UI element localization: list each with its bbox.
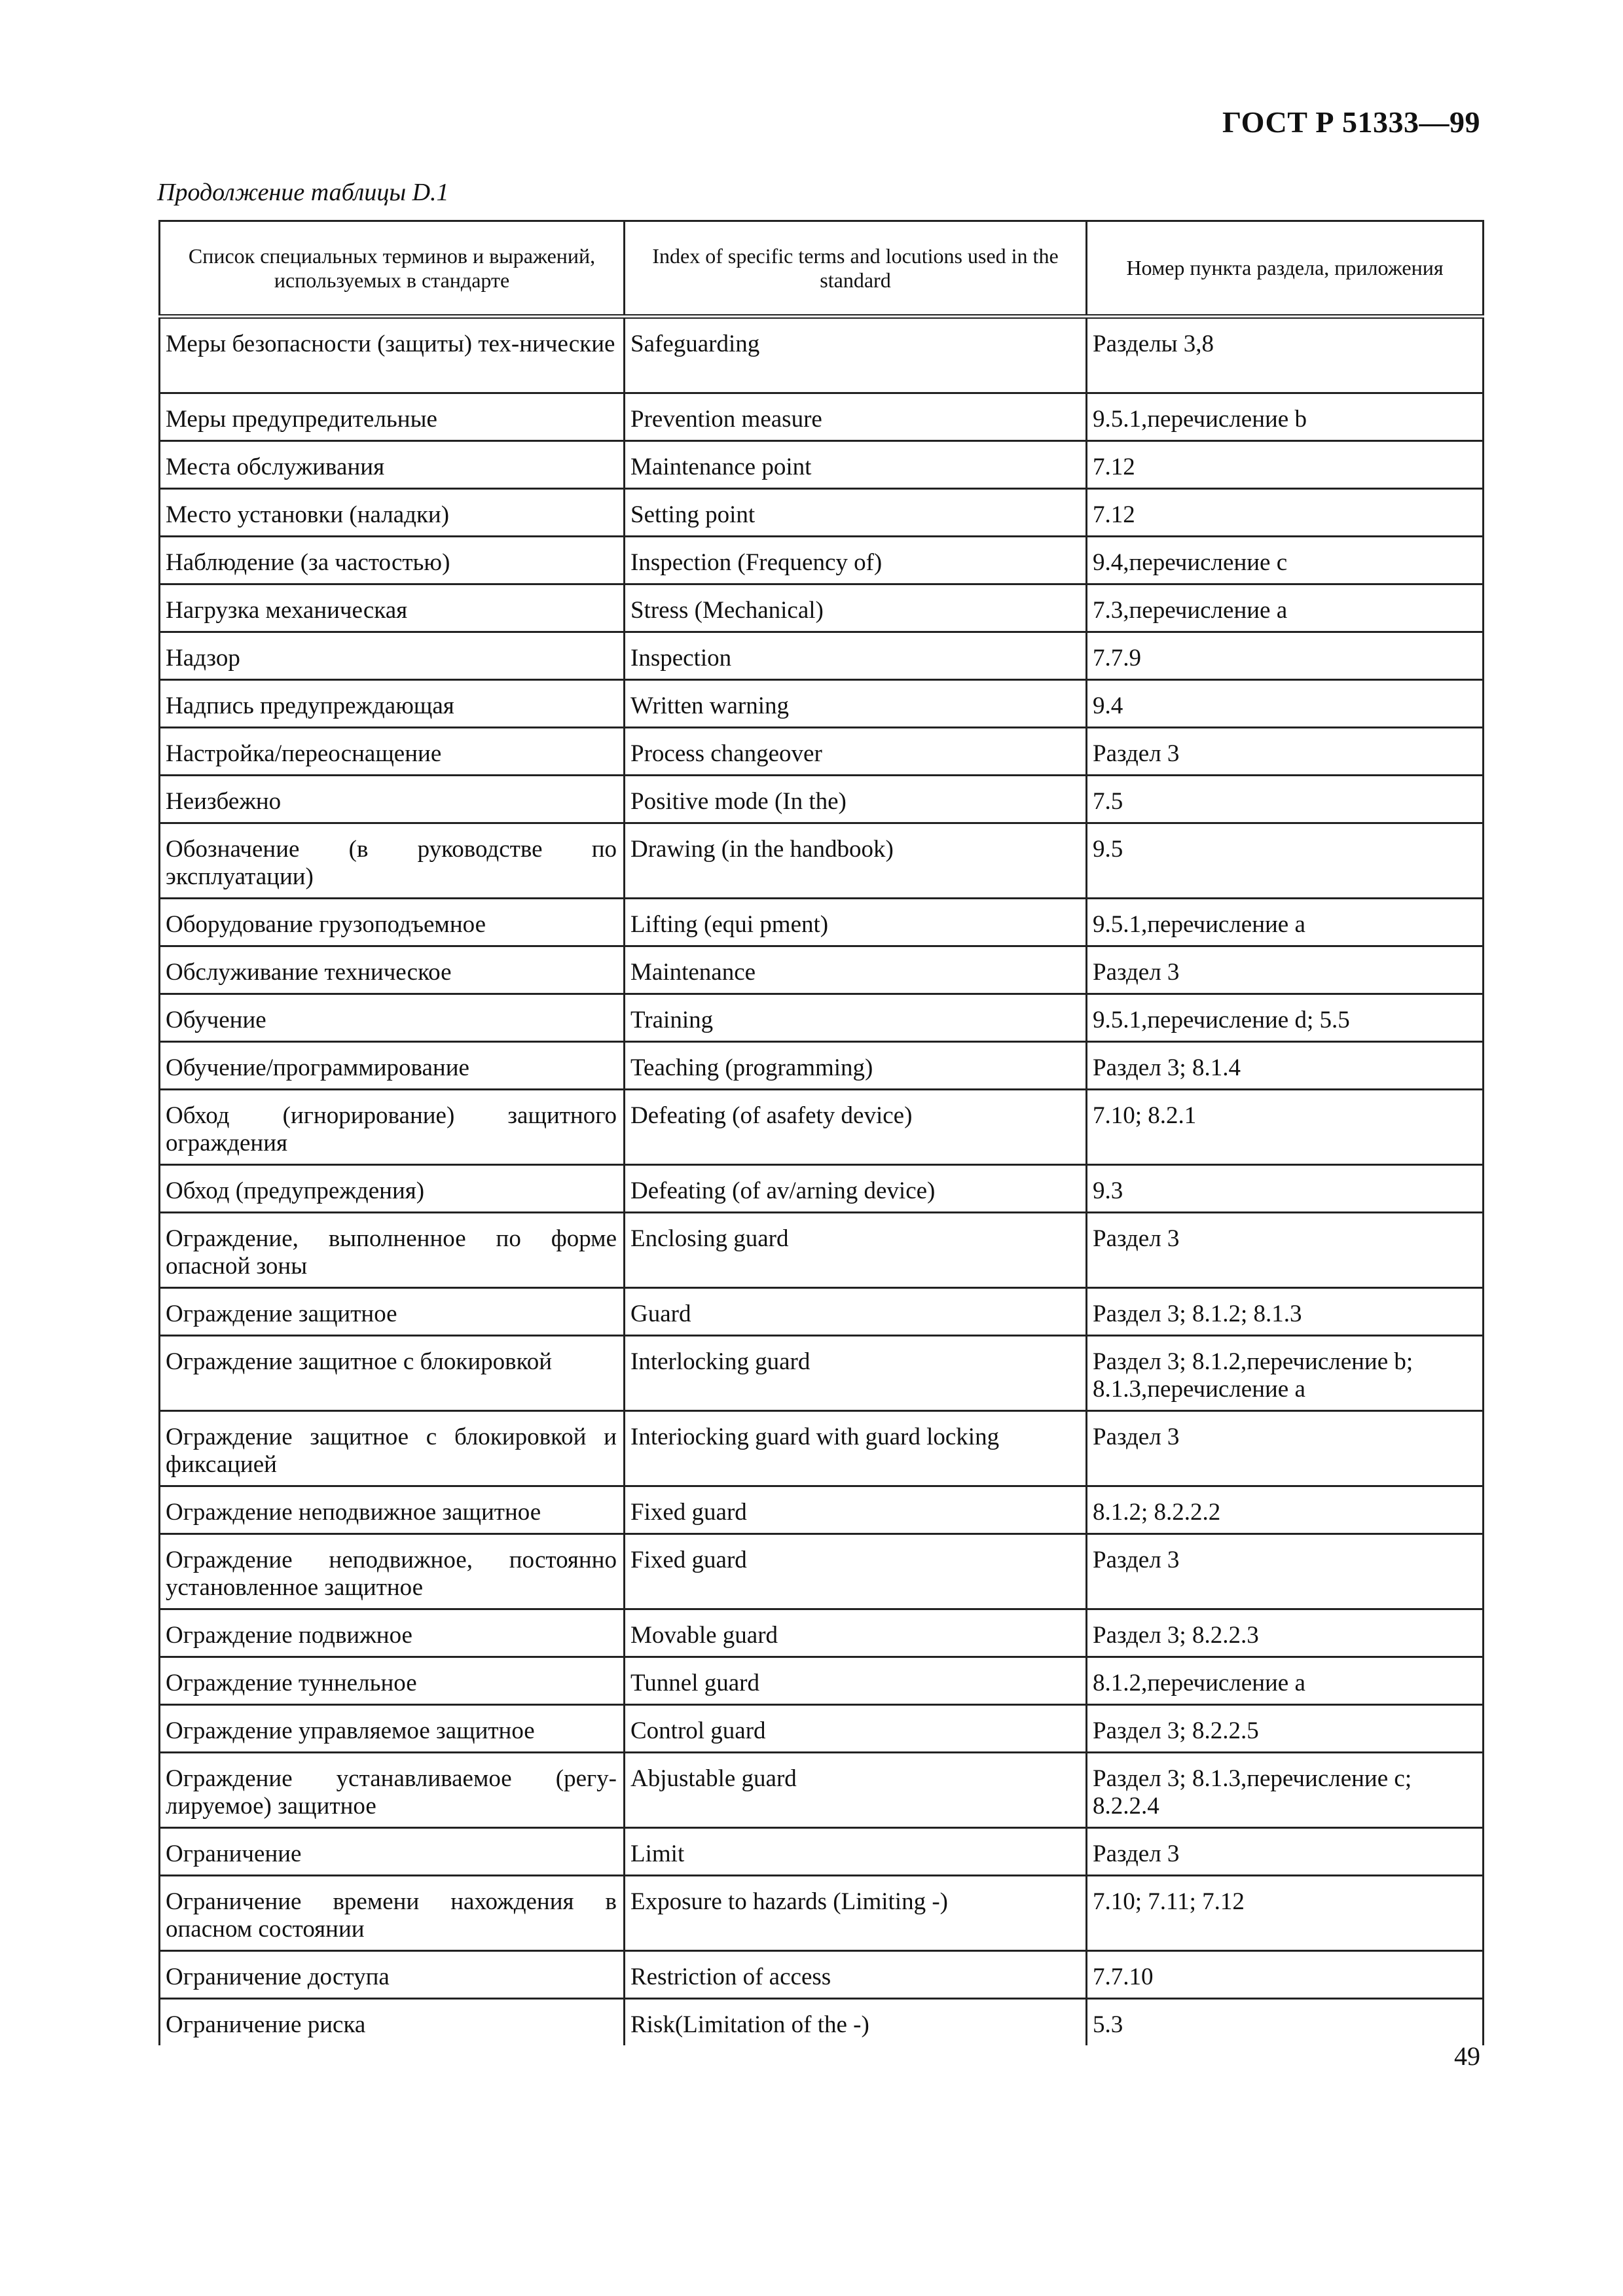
term-en-cell: Enclosing guard <box>625 1213 1087 1288</box>
term-ru-cell: Меры предупредительные <box>160 393 625 441</box>
term-en-cell: Process changeover <box>625 728 1087 776</box>
term-en-cell: Guard <box>625 1288 1087 1336</box>
terms-table <box>158 220 1484 2045</box>
term-en-cell: Limit <box>625 1828 1087 1876</box>
clause-ref-cell: Раздел 3 <box>1087 946 1484 994</box>
table-row <box>160 1090 1484 1165</box>
term-en-cell: Interiocking guard with guard locking <box>625 1411 1087 1486</box>
clause-ref-cell: 9.5.1,перечисление b <box>1087 393 1484 441</box>
clause-ref-cell: 7.10; 8.2.1 <box>1087 1090 1484 1165</box>
term-en-cell: Fixed guard <box>625 1534 1087 1609</box>
term-ru-cell: Ограничение времени нахождения в опасном состоянии <box>160 1876 625 1951</box>
term-ru-cell: Меры безопасности (защиты) тех-нические <box>160 317 625 393</box>
table-row <box>160 1336 1484 1411</box>
term-en-cell: Prevention measure <box>625 393 1087 441</box>
term-en-cell: Inspection <box>625 632 1087 680</box>
clause-ref-cell: 7.3,перечисление а <box>1087 584 1484 632</box>
page-number: 49 <box>1454 2041 1480 2071</box>
term-ru-cell: Обход (игнорирование) защитного ограждения <box>160 1090 625 1165</box>
table-row <box>160 946 1484 994</box>
clause-ref-cell: Раздел 3 <box>1087 728 1484 776</box>
term-en-cell: Inspection (Frequency of) <box>625 537 1087 584</box>
term-ru-cell: Ограждение неподвижное защитное <box>160 1486 625 1534</box>
table-row <box>160 632 1484 680</box>
term-ru-cell: Нагрузка механическая <box>160 584 625 632</box>
clause-ref-cell: 9.5 <box>1087 823 1484 899</box>
table-row <box>160 1753 1484 1828</box>
term-ru-cell: Ограждение устанавливаемое (регу-лируемое) защитное <box>160 1753 625 1828</box>
table-row <box>160 393 1484 441</box>
term-ru-cell: Обозначение (в руководстве по эксплуатации) <box>160 823 625 899</box>
term-en-cell: Setting point <box>625 489 1087 537</box>
table-row <box>160 1951 1484 1999</box>
term-ru-cell: Обслуживание техническое <box>160 946 625 994</box>
term-ru-cell: Обучение/программирование <box>160 1042 625 1090</box>
table-caption: Продолжение таблицы D.1 <box>157 179 449 206</box>
term-ru-cell: Обучение <box>160 994 625 1042</box>
clause-ref-cell: 5.3 <box>1087 1999 1484 2046</box>
column-header-ru: Список специальных терминов и выражений, используемых в стандарте <box>160 221 625 317</box>
clause-ref-cell: Раздел 3; 8.2.2.3 <box>1087 1609 1484 1657</box>
clause-ref-cell: Раздел 3; 8.2.2.5 <box>1087 1705 1484 1753</box>
column-header-en: Index of specific terms and locutions used in the standard <box>625 221 1087 317</box>
term-ru-cell: Ограждение защитное <box>160 1288 625 1336</box>
table-row <box>160 317 1484 393</box>
clause-ref-cell: 8.1.2; 8.2.2.2 <box>1087 1486 1484 1534</box>
table-row <box>160 728 1484 776</box>
clause-ref-cell: Раздел 3; 8.1.2; 8.1.3 <box>1087 1288 1484 1336</box>
clause-ref-cell: Раздел 3; 8.1.2,перечисление b; 8.1.3,перечисление a <box>1087 1336 1484 1411</box>
term-ru-cell: Ограждение управляемое защитное <box>160 1705 625 1753</box>
clause-ref-cell: Раздел 3 <box>1087 1411 1484 1486</box>
table-row <box>160 1486 1484 1534</box>
term-en-cell: Defeating (of av/arning device) <box>625 1165 1087 1213</box>
table-row <box>160 899 1484 946</box>
term-en-cell: Drawing (in the handbook) <box>625 823 1087 899</box>
term-ru-cell: Наблюдение (за частостью) <box>160 537 625 584</box>
term-en-cell: Positive mode (In the) <box>625 776 1087 823</box>
clause-ref-cell: 7.7.10 <box>1087 1951 1484 1999</box>
table-row <box>160 1042 1484 1090</box>
clause-ref-cell: Разделы 3,8 <box>1087 317 1484 393</box>
term-en-cell: Interlocking guard <box>625 1336 1087 1411</box>
clause-ref-cell: 9.5.1,перечисление d; 5.5 <box>1087 994 1484 1042</box>
table-body <box>160 317 1484 2046</box>
term-ru-cell: Ограничение риска <box>160 1999 625 2046</box>
column-header-ref: Номер пункта раздела, приложения <box>1087 221 1484 317</box>
term-en-cell: Maintenance point <box>625 441 1087 489</box>
term-en-cell: Teaching (programming) <box>625 1042 1087 1090</box>
term-ru-cell: Обход (предупреждения) <box>160 1165 625 1213</box>
term-ru-cell: Ограждение туннельное <box>160 1657 625 1705</box>
table-row <box>160 823 1484 899</box>
term-en-cell: Control guard <box>625 1705 1087 1753</box>
term-ru-cell: Надзор <box>160 632 625 680</box>
table-row <box>160 1876 1484 1951</box>
term-ru-cell: Надпись предупреждающая <box>160 680 625 728</box>
clause-ref-cell: 9.3 <box>1087 1165 1484 1213</box>
term-en-cell: Written warning <box>625 680 1087 728</box>
term-en-cell: Training <box>625 994 1087 1042</box>
term-en-cell: Abjustable guard <box>625 1753 1087 1828</box>
table-row <box>160 1165 1484 1213</box>
term-ru-cell: Ограждение защитное с блокировкой и фиксацией <box>160 1411 625 1486</box>
table-row <box>160 1705 1484 1753</box>
term-ru-cell: Место установки (наладки) <box>160 489 625 537</box>
term-en-cell: Fixed guard <box>625 1486 1087 1534</box>
table-row <box>160 1213 1484 1288</box>
clause-ref-cell: 9.4 <box>1087 680 1484 728</box>
clause-ref-cell: Раздел 3; 8.1.4 <box>1087 1042 1484 1090</box>
clause-ref-cell: 8.1.2,перечисление a <box>1087 1657 1484 1705</box>
clause-ref-cell: 7.5 <box>1087 776 1484 823</box>
table-row <box>160 1999 1484 2046</box>
clause-ref-cell: Раздел 3 <box>1087 1213 1484 1288</box>
term-ru-cell: Ограничение доступа <box>160 1951 625 1999</box>
table-row <box>160 680 1484 728</box>
term-ru-cell: Ограждение неподвижное, постоянно установленное защитное <box>160 1534 625 1609</box>
table-row <box>160 489 1484 537</box>
term-ru-cell: Ограждение, выполненное по форме опасной зоны <box>160 1213 625 1288</box>
table-row <box>160 441 1484 489</box>
term-en-cell: Lifting (equi pment) <box>625 899 1087 946</box>
table-row <box>160 1411 1484 1486</box>
table-row <box>160 776 1484 823</box>
term-en-cell: Risk(Limitation of the -) <box>625 1999 1087 2046</box>
table-row <box>160 537 1484 584</box>
table-row <box>160 994 1484 1042</box>
term-ru-cell: Неизбежно <box>160 776 625 823</box>
term-ru-cell: Места обслуживания <box>160 441 625 489</box>
term-en-cell: Safeguarding <box>625 317 1087 393</box>
term-ru-cell: Настройка/переоснащение <box>160 728 625 776</box>
document-header: ГОСТ Р 51333—99 <box>1222 105 1480 139</box>
clause-ref-cell: 7.12 <box>1087 441 1484 489</box>
term-en-cell: Restriction of access <box>625 1951 1087 1999</box>
term-ru-cell: Оборудование грузоподъемное <box>160 899 625 946</box>
term-ru-cell: Ограждение подвижное <box>160 1609 625 1657</box>
table-row <box>160 1534 1484 1609</box>
clause-ref-cell: Раздел 3; 8.1.3,перечисление c; 8.2.2.4 <box>1087 1753 1484 1828</box>
table-row <box>160 1828 1484 1876</box>
term-en-cell: Stress (Mechanical) <box>625 584 1087 632</box>
term-ru-cell: Ограждение защитное с блокировкой <box>160 1336 625 1411</box>
table-row <box>160 584 1484 632</box>
table-row <box>160 1288 1484 1336</box>
term-ru-cell: Ограничение <box>160 1828 625 1876</box>
clause-ref-cell: Раздел 3 <box>1087 1534 1484 1609</box>
term-en-cell: Maintenance <box>625 946 1087 994</box>
table-row <box>160 1609 1484 1657</box>
table-row <box>160 1657 1484 1705</box>
clause-ref-cell: 7.12 <box>1087 489 1484 537</box>
term-en-cell: Movable guard <box>625 1609 1087 1657</box>
clause-ref-cell: 7.7.9 <box>1087 632 1484 680</box>
clause-ref-cell: Раздел 3 <box>1087 1828 1484 1876</box>
term-en-cell: Exposure to hazards (Limiting -) <box>625 1876 1087 1951</box>
table-header-row <box>160 221 1484 317</box>
clause-ref-cell: 7.10; 7.11; 7.12 <box>1087 1876 1484 1951</box>
clause-ref-cell: 9.4,перечисление c <box>1087 537 1484 584</box>
term-en-cell: Tunnel guard <box>625 1657 1087 1705</box>
term-en-cell: Defeating (of asafety device) <box>625 1090 1087 1165</box>
clause-ref-cell: 9.5.1,перечисление a <box>1087 899 1484 946</box>
